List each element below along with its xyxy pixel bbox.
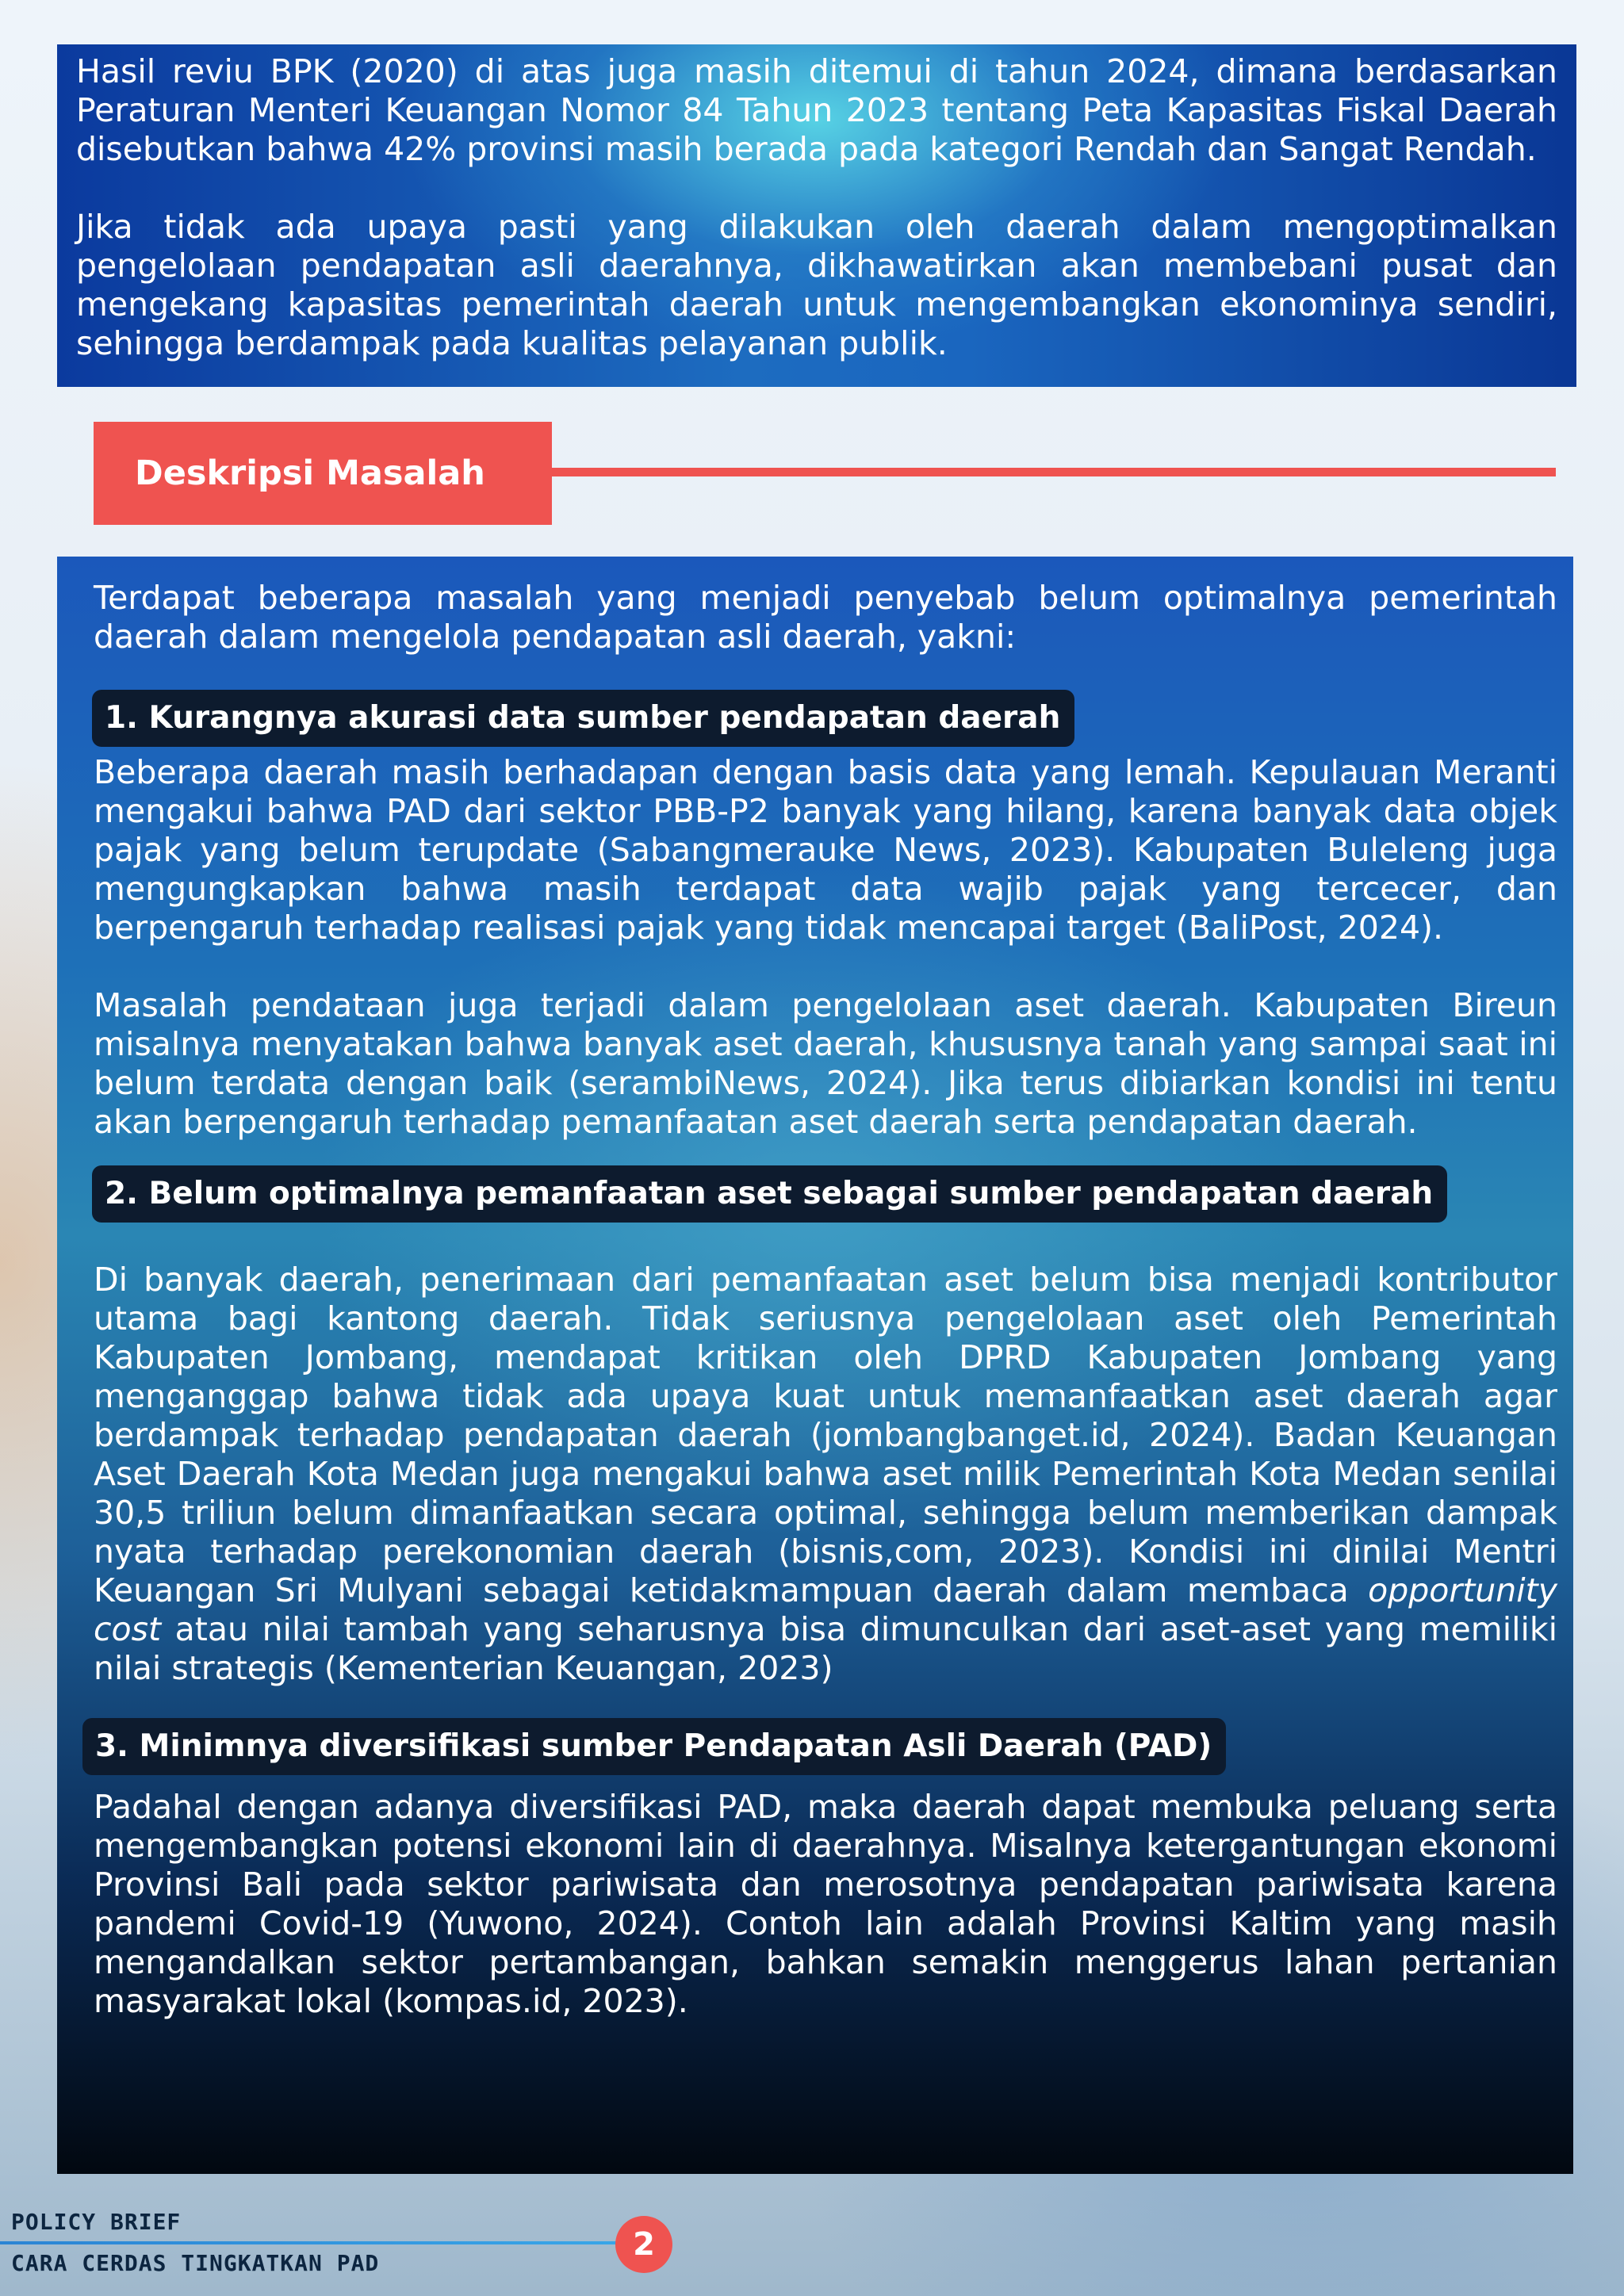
page-number-badge xyxy=(615,2216,672,2273)
footer-title: CARA CERDAS TINGKATKAN PAD xyxy=(11,2250,380,2276)
problem-1-paragraph-2: Masalah pendataan juga terjadi dalam pengelolaan aset daerah. Kabupaten Bireun misalnya menyatakan bahwa banyak aset daerah, khususnya tanah yang sampai saat ini belum terdata dengan baik (serambiNews, 2024). Jika terus dibiarkan kondisi ini tentu akan berpengaruh terhadap pemanfaatan aset daerah serta pendapatan daerah. xyxy=(94,986,1557,1141)
problem-3-paragraph: Padahal dengan adanya diversifikasi PAD, maka daerah dapat membuka peluang serta mengembangkan potensi ekonomi lain di daerahnya. Misalnya ketergantungan ekonomi Provinsi Bali pada sektor pariwisata dan merosotnya pendapatan pariwisata karena pandemi Covid-19 (Yuwono, 2024). Contoh lain adalah Provinsi Kaltim yang masih mengandalkan sektor pertambangan, bahkan semakin menggerus lahan pertanian masyarakat lokal (kompas.id, 2023). xyxy=(94,1788,1557,2020)
section-title: Deskripsi Masalah xyxy=(135,453,485,493)
problem-2-text-b: atau nilai tambah yang seharusnya bisa dimunculkan dari aset-aset yang memiliki nilai strategis (Kementerian Keuangan, 2023) xyxy=(94,1610,1557,1687)
section-title-rule xyxy=(552,468,1556,476)
page-number: 2 xyxy=(633,2226,655,2263)
problem-1-paragraph-1: Beberapa daerah masih berhadapan dengan basis data yang lemah. Kepulauan Meranti mengakui bahwa PAD dari sektor PBB-P2 banyak yang hilang, karena banyak data objek pajak yang belum terupdate (Sabangmerauke News, 2023). Kabupaten Buleleng juga mengungkapkan bahwa masih terdapat data wajib pajak yang tercecer, dan berpengaruh terhadap realisasi pajak yang tidak mencapai target (BaliPost, 2024). xyxy=(94,753,1557,947)
section-title-badge xyxy=(94,422,552,525)
problem-heading-1: 1. Kurangnya akurasi data sumber pendapatan daerah xyxy=(92,690,1074,747)
problem-description-panel xyxy=(57,557,1573,2174)
problem-2-paragraph xyxy=(94,1261,1557,1688)
intro-paragraph-2: Jika tidak ada upaya pasti yang dilakukan oleh daerah dalam mengoptimalkan pengelolaan pendapatan asli daerahnya, dikhawatirkan akan membebani pusat dan mengekang kapasitas pemerintah daerah untuk mengembangkan ekonominya sendiri, sehingga berdampak pada kualitas pelayanan publik. xyxy=(76,208,1557,362)
footer-series-label: POLICY BRIEF xyxy=(11,2209,182,2235)
intro-panel xyxy=(57,44,1576,387)
problem-heading-3: 3. Minimnya diversifikasi sumber Pendapatan Asli Daerah (PAD) xyxy=(82,1718,1226,1775)
section-lead: Terdapat beberapa masalah yang menjadi penyebab belum optimalnya pemerintah daerah dalam mengelola pendapatan asli daerah, yakni: xyxy=(94,579,1557,656)
footer-rule xyxy=(0,2241,626,2244)
problem-heading-2: 2. Belum optimalnya pemanfaatan aset sebagai sumber pendapatan daerah xyxy=(92,1165,1447,1223)
problem-2-italic-term: opportunity cost xyxy=(94,1571,1557,1648)
intro-paragraph-1: Hasil reviu BPK (2020) di atas juga masih ditemui di tahun 2024, dimana berdasarkan Peraturan Menteri Keuangan Nomor 84 Tahun 2023 tentang Peta Kapasitas Fiskal Daerah disebutkan bahwa 42% provinsi masih berada pada kategori Rendah dan Sangat Rendah. xyxy=(76,52,1557,168)
problem-2-text-a: Di banyak daerah, penerimaan dari pemanfaatan aset belum bisa menjadi kontributor utama bagi kantong daerah. Tidak seriusnya pengelolaan aset oleh Pemerintah Kabupaten Jombang, mendapat kritikan oleh DPRD Kabupaten Jombang yang menganggap bahwa tidak ada upaya kuat untuk memanfaatkan aset daerah agar berdampak terhadap pendapatan daerah (jombangbanget.id, 2024). Badan Keuangan Aset Daerah Kota Medan juga mengakui bahwa aset milik Pemerintah Kota Medan senilai 30,5 triliun belum dimanfaatkan secara optimal, sehingga belum memberikan dampak nyata terhadap perekonomian daerah (bisnis,com, 2023). Kondisi ini dinilai Mentri Keuangan Sri Mulyani sebagai ketidakmampuan daerah dalam membaca xyxy=(94,1261,1557,1609)
